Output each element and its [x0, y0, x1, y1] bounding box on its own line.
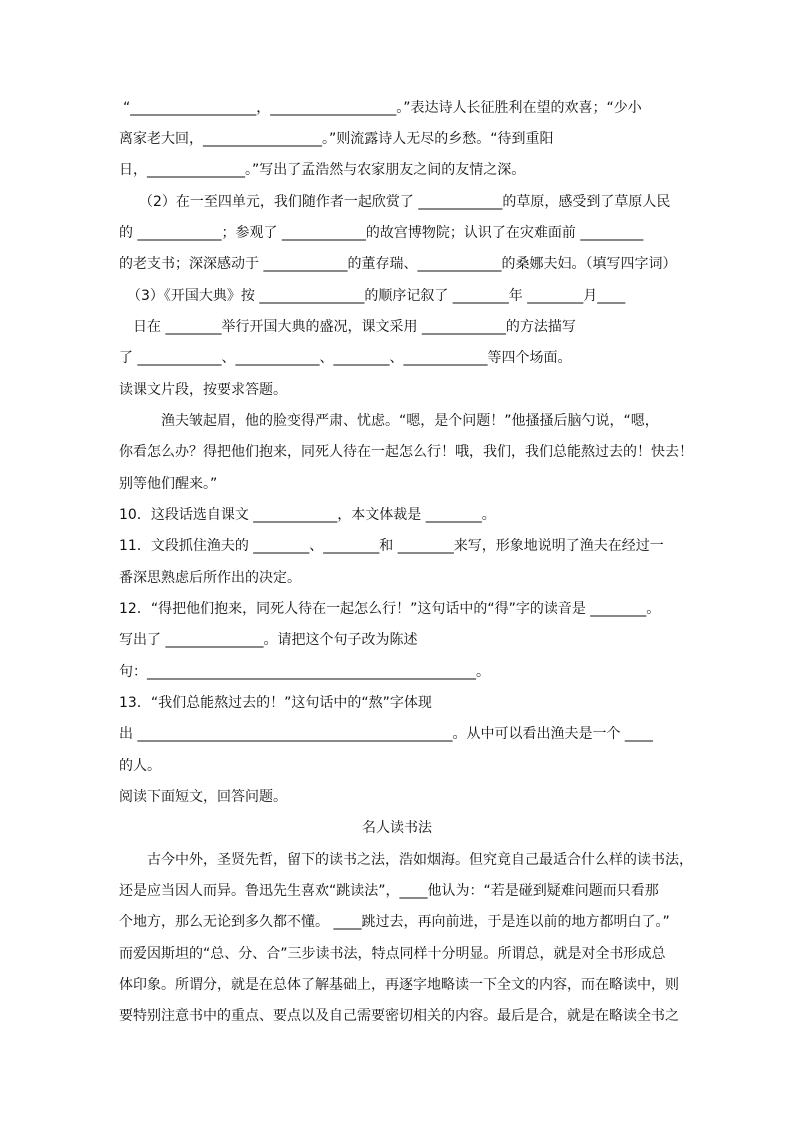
question-12: 12．“得把他们抱来，同死人待在一起怎么行！”这句话中的“得”字的读音是 ________。	[119, 601, 661, 617]
text-line: 了 ____________、____________、________、____________等四个场面。	[119, 350, 572, 366]
question-11: 11．文段抓住渔夫的 ________、________和 ________来写，形象地说明了渔夫在经过一	[119, 538, 664, 554]
question-10: 10．这段话选自课文 ____________，本文体裁是 ________。	[119, 507, 496, 523]
question-13: 13．“我们总能熬过去的！”这句话中的“熬”字体现	[119, 695, 432, 711]
question-13-cont: 出 _____________________________________________。从中可以看出渔夫是一个 ____	[119, 726, 653, 742]
article-line: 体印象。所谓分，就是在总体了解基础上，再逐字地略读一下全文的内容，而在略读中，则	[119, 977, 679, 993]
text-line: 日，______________。”写出了孟浩然与农家朋友之间的友情之深。	[119, 162, 526, 178]
text-line: 日在 ________举行开国大典的盛况，课文采用 ____________的方法描写	[133, 319, 576, 335]
article-line: 还是应当因人而异。鲁迅先生喜欢“跳读法”，____他认为：“若是碰到疑难问题而只看那	[119, 883, 659, 899]
question-12-cont: 写出了 ______________。请把这个句子改为陈述	[119, 632, 418, 648]
text-line: 的老支书；深深感动于 ____________的董存瑞、____________的桑娜夫妇。（填写四字词）	[119, 256, 677, 272]
text-line: （3）《开国大典》按 _______________的顺序记叙了 ________年 ________月____	[127, 288, 626, 304]
article-line: 个地方，那么无论到多久都不懂。 ____跳过去，再向前进，于是连以前的地方都明白了。”	[119, 914, 670, 930]
text-line: 的 ____________；参观了 ____________的故宫博物院；认识了在灾难面前 _________	[119, 225, 644, 241]
section-instruction: 阅读下面短文，回答问题。	[119, 789, 287, 805]
text-line: “__________________，__________________。”表达诗人长征胜利在望的欢喜；“少小	[123, 100, 642, 116]
passage-line: 别等他们醒来。”	[119, 476, 218, 492]
text-line: 离家老大回，_________________。”则流露诗人无尽的乡愁。“待到重阳	[119, 131, 554, 147]
question-11-cont: 番深思熟虑后所作出的决定。	[119, 570, 301, 586]
text-line: （2）在一至四单元，我们随作者一起欣赏了 ____________的草原，感受到了草原人民	[139, 194, 671, 210]
article-title: 名人读书法	[362, 820, 432, 836]
passage-line: 渔夫皱起眉，他的脸变得严肃、忧虑。“嗯，是个问题！”他搔搔后脑勺说，“嗯，	[161, 413, 659, 429]
article-line: 要特别注意书中的重点、要点以及自己需要密切相关的内容。最后是合，就是在略读全书之	[119, 1008, 679, 1024]
article-line: 而爱因斯坦的“总、分、合”三步读书法，特点同样十分明显。所谓总，就是对全书形成总	[119, 946, 666, 962]
article-line: 古今中外，圣贤先哲，留下的读书之法，浩如烟海。但究竟自己最适合什么样的读书法，	[147, 852, 693, 868]
question-12-cont: 句：_______________________________________________。	[119, 664, 490, 680]
passage-line: 你看怎么办？得把他们抱来，同死人待在一起怎么行！哦，我们，我们总能熬过去的！快去！	[119, 444, 693, 460]
question-13-cont: 的人。	[119, 758, 161, 774]
section-instruction: 读课文片段，按要求答题。	[119, 382, 287, 398]
